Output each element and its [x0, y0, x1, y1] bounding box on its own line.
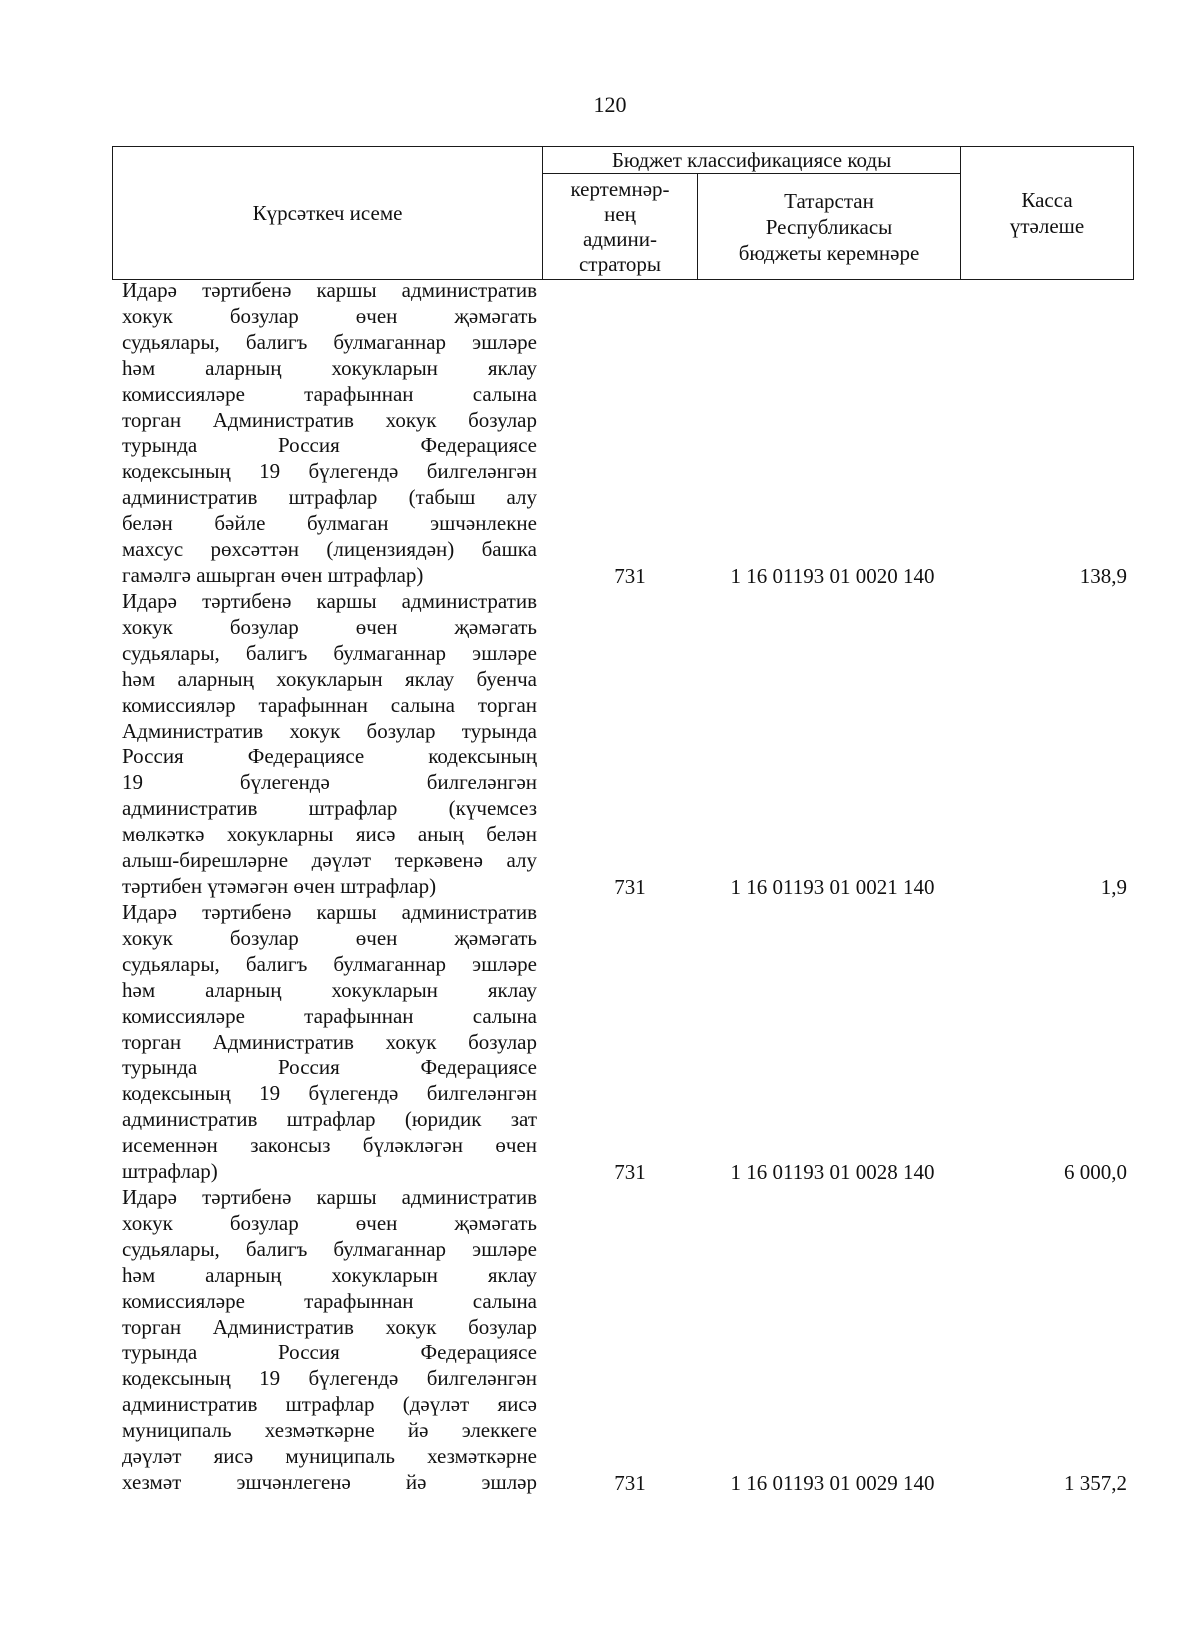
description-line: тәртибен үтәмәгән өчен штрафлар) [122, 873, 437, 898]
description-line: штрафлар) [122, 1159, 218, 1184]
description-line: муниципаль хезмәткәрне йә элеккеге [122, 1418, 537, 1443]
description-line: кодексының 19 бүлегендә билгеләнгән [122, 459, 537, 484]
revenue-header-line: бюджеты керемнәре [738, 240, 920, 265]
revenue-administrators-header [543, 174, 698, 280]
administrator-code: 731 [614, 875, 646, 899]
admin-header-line: страторы [578, 251, 662, 276]
description-line: торган Административ хокук бозулар [122, 1314, 537, 1339]
description-line: дәүләт яисә муниципаль хезмәткәрне [122, 1444, 537, 1469]
row-description [122, 1185, 537, 1496]
description-line: Идарә тәртибенә каршы административ [122, 900, 537, 924]
cash-execution-header [961, 147, 1134, 280]
tatarstan-budget-revenue-header [698, 174, 961, 280]
description-line: мөлкәткә хокукларны яисә аның белән [122, 822, 537, 847]
description-line: административ штрафлар (табыш алу [122, 485, 537, 510]
admin-header-line: админи- [582, 226, 657, 251]
description-line: һәм аларның хокукларын яклау [122, 1262, 537, 1287]
description-line: судьялары, балигъ булмаганнар эшләре [122, 329, 537, 354]
row-description [122, 278, 537, 589]
description-line: 19 бүлегендә билгеләнгән [122, 770, 537, 795]
description-line: кодексының 19 бүлегендә билгеләнгән [122, 1366, 537, 1391]
description-line: комиссияләр тарафыннан салына торган [122, 692, 537, 717]
description-line: Идарә тәртибенә каршы административ [122, 1185, 537, 1209]
indicator-name-header: Күрсәткеч исеме [113, 147, 543, 280]
admin-header-line: кертемнәр- [570, 176, 670, 201]
description-line: белән бәйле булмаган эшчәнлекне [122, 511, 537, 536]
description-line: административ штрафлар (күчемсез [122, 796, 537, 821]
description-line: хокук бозулар өчен җәмәгать [122, 303, 537, 328]
budget-classification-code: 1 16 01193 01 0021 140 [730, 875, 935, 899]
description-line: хокук бозулар өчен җәмәгать [122, 925, 537, 950]
description-line: судьялары, балигъ булмаганнар эшләре [122, 1236, 537, 1261]
description-line: исеменнән законсыз бүләкләгән өчен [122, 1133, 537, 1158]
revenue-header-line: Татарстан [784, 188, 874, 213]
description-line: хезмәт эшчәнлегенә йә эшләр [122, 1469, 537, 1494]
row-description [122, 900, 537, 1185]
description-line: һәм аларның хокукларын яклау [122, 355, 537, 380]
budget-classification-code: 1 16 01193 01 0020 140 [730, 564, 935, 588]
administrator-code: 731 [614, 1471, 646, 1495]
description-line: торган Административ хокук бозулар [122, 1029, 537, 1054]
description-line: комиссияләре тарафыннан салына [122, 381, 537, 406]
budget-classification-code: 1 16 01193 01 0028 140 [730, 1160, 935, 1184]
description-line: судьялары, балигъ булмаганнар эшләре [122, 640, 537, 665]
description-line: турында Россия Федерациясе [122, 433, 537, 458]
description-line: хокук бозулар өчен җәмәгать [122, 1210, 537, 1235]
description-line: һәм аларның хокукларын яклау буенча [122, 666, 537, 691]
cash-execution-amount: 1,9 [1100, 875, 1127, 899]
description-line: гамәлгә ашырган өчен штрафлар) [122, 562, 424, 587]
admin-header-line: нең [604, 201, 636, 226]
description-line: комиссияләре тарафыннан салына [122, 1288, 537, 1313]
description-line: судьялары, балигъ булмаганнар эшләре [122, 951, 537, 976]
description-line: Идарә тәртибенә каршы административ [122, 278, 537, 302]
description-line: кодексының 19 бүлегендә билгеләнгән [122, 1081, 537, 1106]
table-header [112, 146, 1134, 280]
description-line: Идарә тәртибенә каршы административ [122, 589, 537, 613]
budget-classification-code: 1 16 01193 01 0029 140 [730, 1471, 935, 1495]
description-line: административ штрафлар (юридик зат [122, 1107, 537, 1132]
description-line: Административ хокук бозулар турында [122, 718, 537, 743]
description-line: комиссияләре тарафыннан салына [122, 1003, 537, 1028]
cash-header-line: Касса [1021, 188, 1073, 212]
cash-execution-amount: 1 357,2 [1064, 1471, 1127, 1495]
administrator-code: 731 [614, 564, 646, 588]
description-line: һәм аларның хокукларын яклау [122, 977, 537, 1002]
description-line: алыш-бирешләрне дәүләт теркәвенә алу [122, 848, 537, 873]
budget-codes-header: Бюджет классификациясе коды [543, 147, 961, 174]
cash-header-line: үтәлеше [1009, 214, 1085, 238]
page-number: 120 [593, 92, 627, 117]
cash-execution-amount: 138,9 [1079, 564, 1127, 588]
administrator-code: 731 [614, 1160, 646, 1184]
description-line: хокук бозулар өчен җәмәгать [122, 614, 537, 639]
row-description [122, 589, 537, 900]
revenue-header-line: Республикасы [765, 214, 893, 239]
description-line: махсус рөхсәттән (лицензиядән) башка [122, 537, 537, 562]
description-line: турында Россия Федерациясе [122, 1340, 537, 1365]
description-line: торган Административ хокук бозулар [122, 407, 537, 432]
description-line: административ штрафлар (дәүләт яисә [122, 1392, 537, 1417]
description-line: Россия Федерациясе кодексының [122, 744, 537, 769]
cash-execution-amount: 6 000,0 [1064, 1160, 1127, 1184]
description-line: турында Россия Федерациясе [122, 1055, 537, 1080]
